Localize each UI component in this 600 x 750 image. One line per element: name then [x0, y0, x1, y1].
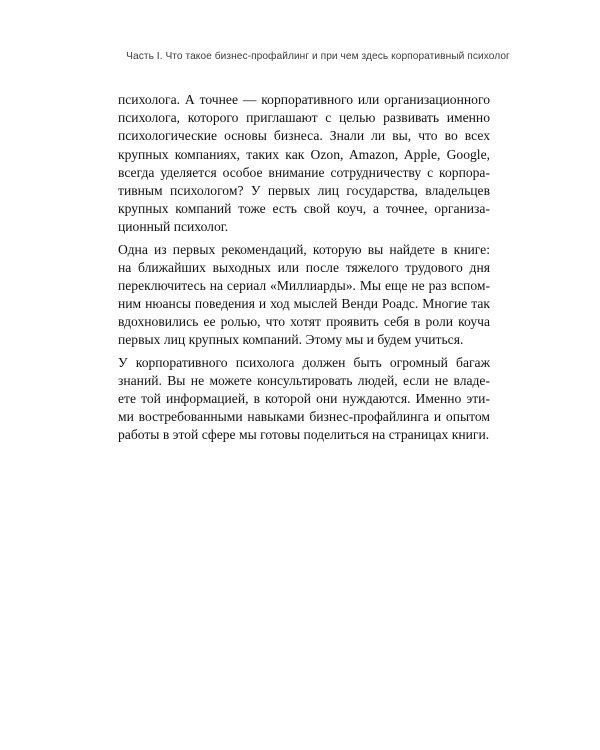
text-line: первых лиц крупных компаний. Этому мы и будем учиться.	[118, 332, 464, 348]
text-line: переключитесь на сериал «Миллиарды». Мы еще не раз вспом-	[118, 277, 490, 293]
text-line: психолога, которого приглашают с целью развивать именно	[118, 110, 490, 126]
text-line: психолога. А точнее — корпоративного или организационного	[118, 92, 490, 107]
text-line: ми востребованными навыками бизнес-профайлинга и опытом	[118, 409, 490, 425]
text-line: работы в этой сфере мы готовы поделиться на страницах книги.	[118, 427, 490, 443]
text-line: всегда уделяется особое внимание сотрудничеству с корпора-	[118, 164, 490, 180]
text-line: ционный психолог.	[118, 219, 229, 235]
text-line: тивным психологом? У первых лиц государства, владельцев	[118, 182, 490, 198]
text-line: психологические основы бизнеса. Знали ли вы, что во всех	[118, 128, 490, 144]
running-header-title: Часть I. Что такое бизнес-профайлинг и при чем здесь корпоративный психолог	[126, 51, 510, 62]
body-text	[118, 91, 490, 449]
text-line: ете той информацией, в которой они нуждаются. Именно эти-	[118, 391, 490, 406]
paragraph-3	[118, 354, 490, 445]
text-line: на ближайших выходных или после тяжелого трудового дня	[118, 259, 490, 275]
text-line: крупных компаниях, таких как Ozon, Amazon, Apple, Google,	[118, 146, 490, 162]
paragraph-1	[118, 91, 490, 237]
text-line: знаний. Вы не можете консультировать людей, если не владе-	[118, 372, 490, 388]
text-line: ним нюансы поведения и ход мыслей Венди Роадс. Многие так	[118, 296, 490, 312]
paragraph-2	[118, 241, 490, 350]
text-line: Одна из первых рекомендаций, которую вы найдете в книге:	[118, 241, 490, 257]
text-line: вдохновились ее ролью, что хотят проявить себя в роли коуча	[118, 314, 490, 330]
text-line: У корпоративного психолога должен быть огромный багаж	[118, 354, 490, 370]
text-line: крупных компаний тоже есть свой коуч, а точнее, организа-	[118, 201, 490, 217]
